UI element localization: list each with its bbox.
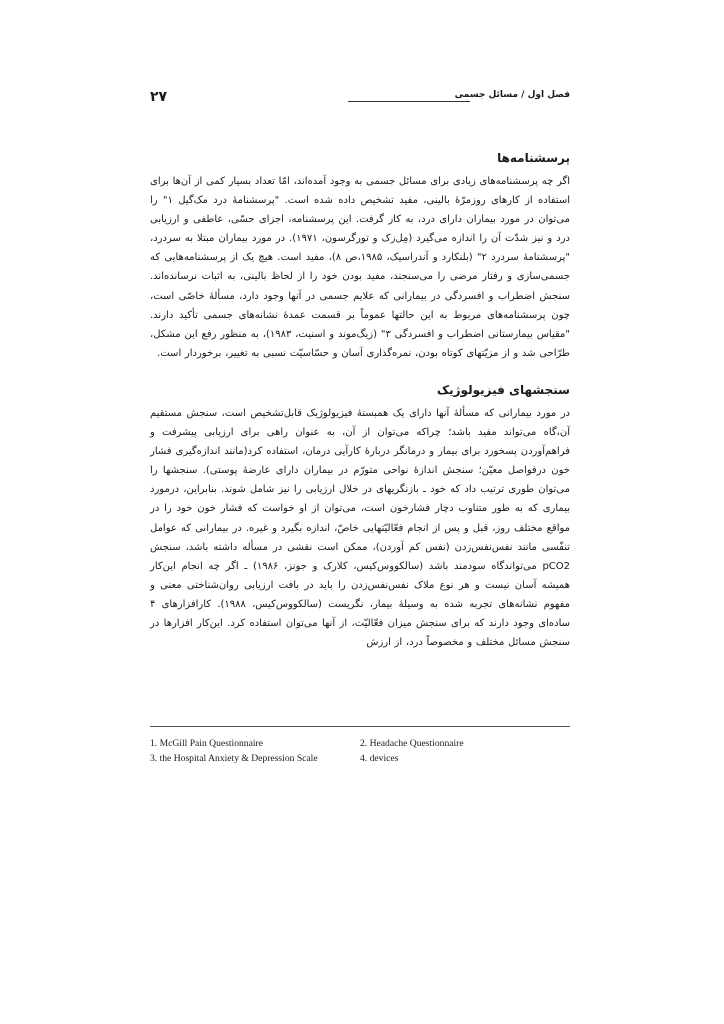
header-rule <box>348 101 470 102</box>
footnote: 2. Headache Questionnaire <box>360 738 464 749</box>
footnote: 1. McGill Pain Questionnaire <box>150 738 263 749</box>
footnotes <box>150 736 570 766</box>
page-header <box>150 89 570 108</box>
running-title: فصل اول / مسائل جسمی <box>454 90 570 100</box>
footnote-rule <box>150 726 570 727</box>
page-number: ۲۷ <box>150 89 168 105</box>
footnote: 3. the Hospital Anxiety & Depression Scale <box>150 753 318 764</box>
page-body <box>150 150 570 652</box>
section-physiological-measures <box>150 382 570 652</box>
paragraph: اگر چه پرسشنامه‌های زیادی برای مسائل جسمی به وجود آمده‌اند، امّا تعداد بسیار کمی از آن‌ها برای استفاده از کارهای روزمرّهٔ بالینی، مفید تشخیص داده شده است. "پرسشنامهٔ درد مک‌گیل ۱" را می‌توان در مورد بیماران دارای درد، به کار گرفت. این پرسشنامه، اجزای حسّی، عاطفی و ارزیابی درد و نیز شدّت آن را اندازه می‌گیرد (مِل‌زک و تورگرسون، ۱۹۷۱). در مورد بیماران مبتلا به سردرد، "پرسشنامهٔ سردرد ۲" (بلنکارد و آندراسیک، ۱۹۸۵،ص ۸)، مفید است. هیچ یک از پرسشنامه‌هایی که جسمی‌سازی و رفتار مرضی را می‌سنجند، مفید بودن خود را از لحاظ بالینی، به اثبات نرسانده‌اند. سنجش اضطراب و افسردگی در بیمارانی که علایم جسمی در آنها وجود دارد، مسألهٔ خاصّی است، چون پرسشنامه‌های مربوط به این حالتها عموماً بر قسمت عمدهٔ نشانه‌های جسمی تأکید دارند. "مقیاس بیمارستانی اضطراب و افسردگی ۳" (زیگ‌موند و اسنیت، ۱۹۸۳)، به منظور رفع این مشکل، طرّاحی شد و از مزیّتهای کوتاه بودن، نمره‌گذاری آسان و حسّاسیّت نسبی به تغییر، برخوردار است. <box>150 176 570 359</box>
section-heading: سنجشهای فیزیولوژیک <box>436 382 570 397</box>
section-questionnaires <box>150 150 570 363</box>
section-heading: پرسشنامه‌ها <box>497 151 570 165</box>
paragraph: در مورد بیمارانی که مسألهٔ آنها دارای یک همبستهٔ فیزیولوژیک قابل‌تشخیص است، سنجش مستقیم آن،گاه می‌تواند مفید باشد؛ چراکه می‌توان از آن، به عنوان راهی برای ارزیابی پیشرفت و فراهم‌آوردن پسخورد برای بیمار و درمانگر دربارهٔ کارآیی درمان، استفاده کرد(مانند اندازه‌گیری فشار خون درفواصل معیّن؛ سنجش اندازهٔ نواحی متورّم در بیماران دارای عارضهٔ پوستی). سنجشها را می‌توان طوری ترتیب داد که خود ـ بازنگریهای در خلال ارزیابی را نیز شامل شوند. بنابراین، درمورد بیماری که به طور متناوب دچار فشارخون است، می‌توان از او خواست که فشار خون خود را در مواقع مختلف روز، قبل و پس از انجام فعّالیّتهایی خاصّ، اندازه بگیرد و غیره. در بیمارانی که عوامل تنفّسی مانند نفس‌نفس‌زدن (نفس کم آوردن)، ممکن است نقشی در مسأله داشته باشد، سنجش pCO2 می‌تواندگاه سودمند باشد (سالکووس‌کیس، کلارک و جونز، ۱۹۸۶) ـ اگر چه انجام این‌کار همیشه آسان نیست و هر نوع ملاک نفس‌نفس‌زدن را باید در بافت ارزیابی روان‌شناختی معنی و مفهوم نشانه‌های تجربه شده به وسیلهٔ بیمار، نگریست (سالکووس‌کیس، ۱۹۸۸). کارافزارهای ۴ ساده‌ای وجود دارند که برای سنجش میزان فعّالیّت، از آنها می‌توان استفاده کرد. این‌کار افزارها در سنجش مسائل مختلف و مخصوصاً درد، از ارزش <box>150 407 571 649</box>
footnote: 4. devices <box>360 753 399 764</box>
